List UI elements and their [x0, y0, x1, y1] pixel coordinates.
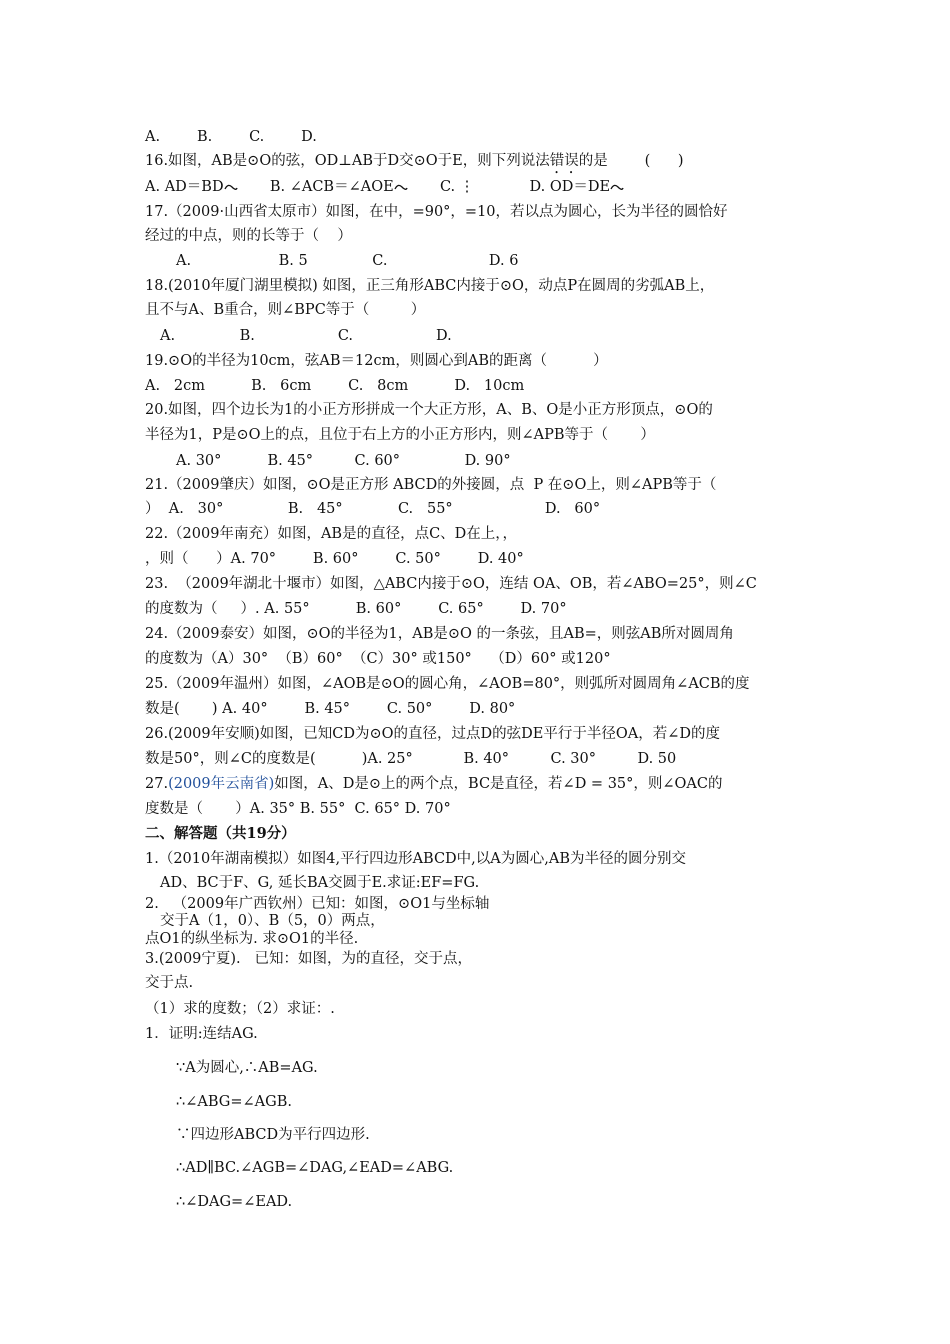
- q20-options: A. 30° B. 45° C. 60° D. 90°: [176, 453, 511, 469]
- p2-line2: 交于A（1，0）、B（5，0）两点，: [160, 913, 385, 929]
- q17-line1: 17.（2009·山西省太原市）如图，在中，=90°，=10，若以点为圆心，长为半径的圆恰好: [145, 204, 728, 220]
- p3-line3: （1）求的度数；（2）求证：.: [145, 1001, 335, 1017]
- q18-line1: 18.(2010年厦门湖里模拟) 如图，正三角形ABC内接于⊙O，动点P在圆周的劣弧AB上，: [145, 278, 715, 294]
- section-heading: 二、解答题（共19分）: [145, 825, 296, 842]
- q18-line2: 且不与A、B重合，则∠BPC等于（ ）: [145, 302, 426, 318]
- q17-options: A. B. 5 C. D. 6: [176, 253, 519, 269]
- q23-line2: 的度数为（ ）. A. 55° B. 60° C. 65° D. 70°: [145, 601, 567, 617]
- q15-options: A. B. C. D.: [145, 129, 317, 145]
- q26-line2: 数是50°，则∠C的度数是( )A. 25° B. 40° C. 30° D. 50: [145, 751, 677, 767]
- q17-line2: 经过的中点，则的长等于（ ）: [145, 228, 352, 244]
- proof-step-3: ∵四边形ABCD为平行四边形.: [176, 1127, 370, 1143]
- q22-line2: ，则（ ）A. 70° B. 60° C. 50° D. 40°: [145, 551, 524, 567]
- q19-stem: 19.⊙O的半径为10cm，弦AB＝12cm，则圆心到AB的距离（ ）: [145, 353, 608, 369]
- q27-line1: 27.(2009年云南省)如图，A、D是⊙上的两个点，BC是直径，若∠D = 35°，则∠OAC的: [145, 776, 723, 792]
- q16-stem: 16.如图，AB是⊙O的弦，OD⊥AB于D交⊙O于E，则下列说法错误的是 ( ): [145, 153, 684, 169]
- q23-line1: 23. （2009年湖北十堰市）如图，△ABC内接于⊙O，连结 OA、OB，若∠ABO=25°，则∠C: [145, 576, 757, 592]
- q18-options: A. B. C. D.: [160, 328, 452, 344]
- q24-line2: 的度数为（A）30° （B）60° （C）30° 或150° （D）60° 或120°: [145, 651, 611, 667]
- arc-symbol-icon: [610, 182, 624, 192]
- proof-step-4: ∴AD∥BC.∠AGB=∠DAG,∠EAD=∠ABG.: [176, 1160, 454, 1176]
- p3-line2: 交于点.: [145, 975, 194, 991]
- proof-step-2: ∴∠ABG=∠AGB.: [176, 1094, 292, 1110]
- q16-emphasis: 错误: [549, 153, 579, 169]
- p2-line3: 点O1的纵坐标为. 求⊙O1的半径.: [145, 931, 359, 947]
- q24-line1: 24.（2009泰安）如图，⊙O的半径为1，AB是⊙O 的一条弦，且AB=，则弦AB所对圆周角: [145, 626, 734, 642]
- arc-symbol-icon: [224, 182, 238, 192]
- q26-line1: 26.(2009年安顺)如图，已知CD为⊙O的直径，过点D的弦DE平行于半径OA，若∠D的度: [145, 726, 720, 742]
- proof-step-5: ∴∠DAG=∠EAD.: [176, 1194, 293, 1210]
- p1-line1: 1.（2010年湖南模拟）如图4,平行四边形ABCD中,以A为圆心,AB为半径的圆分别交: [145, 851, 687, 867]
- q25-line1: 25.（2009年温州）如图，∠AOB是⊙O的圆心角，∠AOB=80°，则弧所对圆周角∠ACB的度: [145, 676, 750, 692]
- proof-title: 1．证明:连结AG.: [145, 1026, 258, 1042]
- q20-line1: 20.如图，四个边长为1的小正方形拼成一个大正方形，A、B、O是小正方形顶点，⊙O的: [145, 402, 713, 418]
- q22-line1: 22.（2009年南充）如图，AB是的直径，点C、D在上，，: [145, 526, 518, 542]
- q21-line2: ） A. 30° B. 45° C. 55° D. 60°: [145, 501, 601, 517]
- p3-line1: 3.(2009宁夏). 已知：如图，为的直径，交于点，: [145, 951, 472, 967]
- q25-line2: 数是( ) A. 40° B. 45° C. 50° D. 80°: [145, 701, 516, 717]
- q27-source-link[interactable]: (2009年云南省): [168, 776, 275, 792]
- q20-line2: 半径为1，P是⊙O上的点，且位于右上方的小正方形内，则∠APB等于（ ）: [145, 427, 655, 443]
- q16-options: A. AD＝BD B. ∠ACB＝∠AOE C. ⋮ D. OD＝DE: [145, 177, 624, 197]
- arc-symbol-icon: [394, 182, 408, 192]
- q19-options: A. 2cm B. 6cm C. 8cm D. 10cm: [145, 378, 525, 394]
- p2-line1: 2. （2009年广西钦州）已知：如图，⊙O1与坐标轴: [145, 896, 490, 912]
- p1-line2: AD、BC于F、G, 延长BA交圆于E.求证:EF=FG.: [160, 875, 480, 891]
- q21-line1: 21.（2009肇庆）如图，⊙O是正方形 ABCD的外接圆，点 P 在⊙O上，则∠APB等于（: [145, 477, 717, 493]
- proof-step-1: ∵A为圆心,∴AB=AG.: [176, 1060, 318, 1076]
- q27-line2: 度数是（ ）A. 35° B. 55° C. 65° D. 70°: [145, 801, 451, 817]
